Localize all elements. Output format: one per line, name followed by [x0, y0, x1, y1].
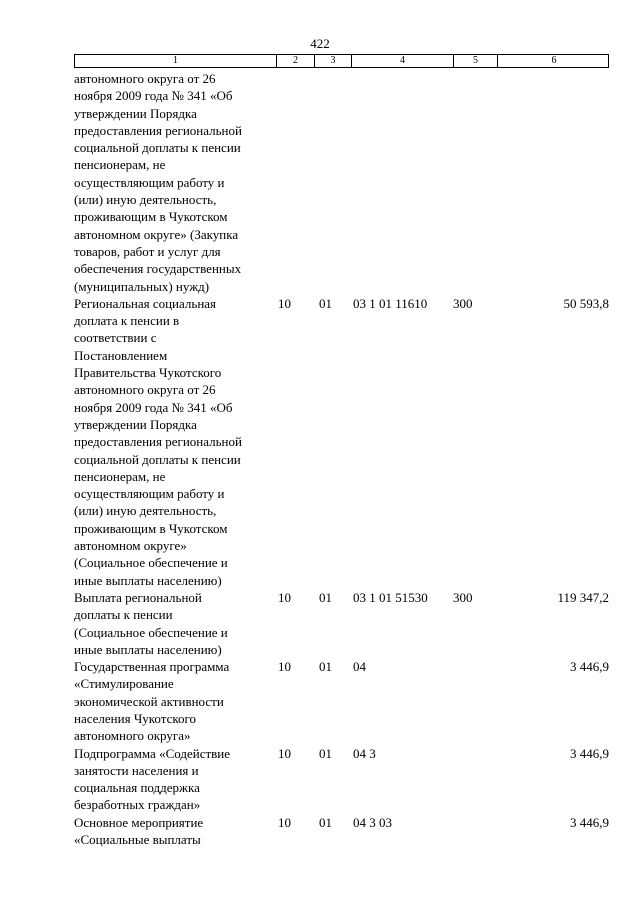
row-subsection: 01	[319, 814, 332, 830]
row-subsection: 01	[319, 295, 332, 311]
table-row	[74, 658, 614, 744]
page-number: 422	[310, 36, 330, 51]
row-subsection: 01	[319, 659, 332, 675]
row-subsection	[314, 70, 351, 295]
table-row	[74, 295, 614, 589]
column-header-6: 6	[551, 55, 557, 66]
row-section: 10	[278, 589, 291, 605]
row-expense-type: 300	[453, 295, 473, 311]
row-target-article: 04 3 03	[353, 814, 392, 830]
row-expense-type	[453, 658, 497, 744]
table-header-row	[74, 54, 609, 68]
row-amount: 50 593,8	[563, 295, 609, 311]
row-target-article	[351, 70, 453, 295]
row-name: Подпрограмма «Содействие занятости населения и социальная поддержка безработных граждан»	[74, 745, 231, 813]
row-expense-type	[453, 70, 497, 295]
row-target-article: 03 1 01 11610	[353, 295, 428, 311]
row-amount: 3 446,9	[570, 659, 609, 675]
row-name: Основное мероприятие «Социальные выплаты	[74, 814, 204, 848]
row-amount: 119 347,2	[557, 589, 609, 605]
row-section: 10	[278, 814, 291, 830]
row-subsection: 01	[319, 589, 332, 605]
row-target-article: 04 3	[353, 745, 376, 761]
row-section	[276, 70, 314, 295]
row-section: 10	[278, 745, 291, 761]
column-header-1: 1	[75, 55, 277, 67]
row-section: 10	[278, 295, 291, 311]
row-target-article: 03 1 01 51530	[353, 589, 428, 605]
row-subsection: 01	[319, 745, 332, 761]
row-name: Государственная программа «Стимулирование экономической активности населения Чукотского автономного округа»	[74, 659, 230, 744]
table-row	[74, 814, 614, 849]
row-expense-type	[453, 814, 497, 849]
row-name: Региональная социальная доплата к пенсии в соответствии с Постановлением Правительства Чукотского автономного округа от 26 ноября 2009 года № 341 «Об утверждении Порядка предоставления региональной социальной доплаты к пенсии пенсионерам, не осуществляющим работу и (или) иную деятельность, проживающим в Чукотском автономном округе» (Социальное обеспечение и иные выплаты населению)	[74, 295, 242, 588]
row-target-article: 04	[353, 659, 366, 675]
column-header-3: 3	[315, 55, 352, 67]
row-name: Выплата региональной доплаты к пенсии (Социальное обеспечение и иные выплаты населению)	[74, 589, 228, 657]
table-row	[74, 589, 614, 658]
column-header-5: 5	[454, 55, 498, 67]
column-header-4: 4	[352, 55, 454, 67]
row-amount	[497, 70, 609, 295]
row-section: 10	[278, 659, 291, 675]
column-header-2: 2	[277, 55, 315, 67]
row-amount: 3 446,9	[570, 745, 609, 761]
row-expense-type	[453, 745, 497, 814]
table-row	[74, 745, 614, 814]
table-row	[74, 70, 614, 295]
row-expense-type: 300	[453, 589, 473, 605]
row-name: автономного округа от 26 ноября 2009 года № 341 «Об утверждении Порядка предоставления региональной социальной доплаты к пенсии пенсионерам, не осуществляющим работу и (или) иную деятельность, проживающим в Чукотском автономном округе» (Закупка товаров, работ и услуг для обеспечения государственных (муниципальных) нужд)	[74, 71, 242, 294]
table-body	[74, 70, 614, 848]
row-amount: 3 446,9	[570, 814, 609, 830]
